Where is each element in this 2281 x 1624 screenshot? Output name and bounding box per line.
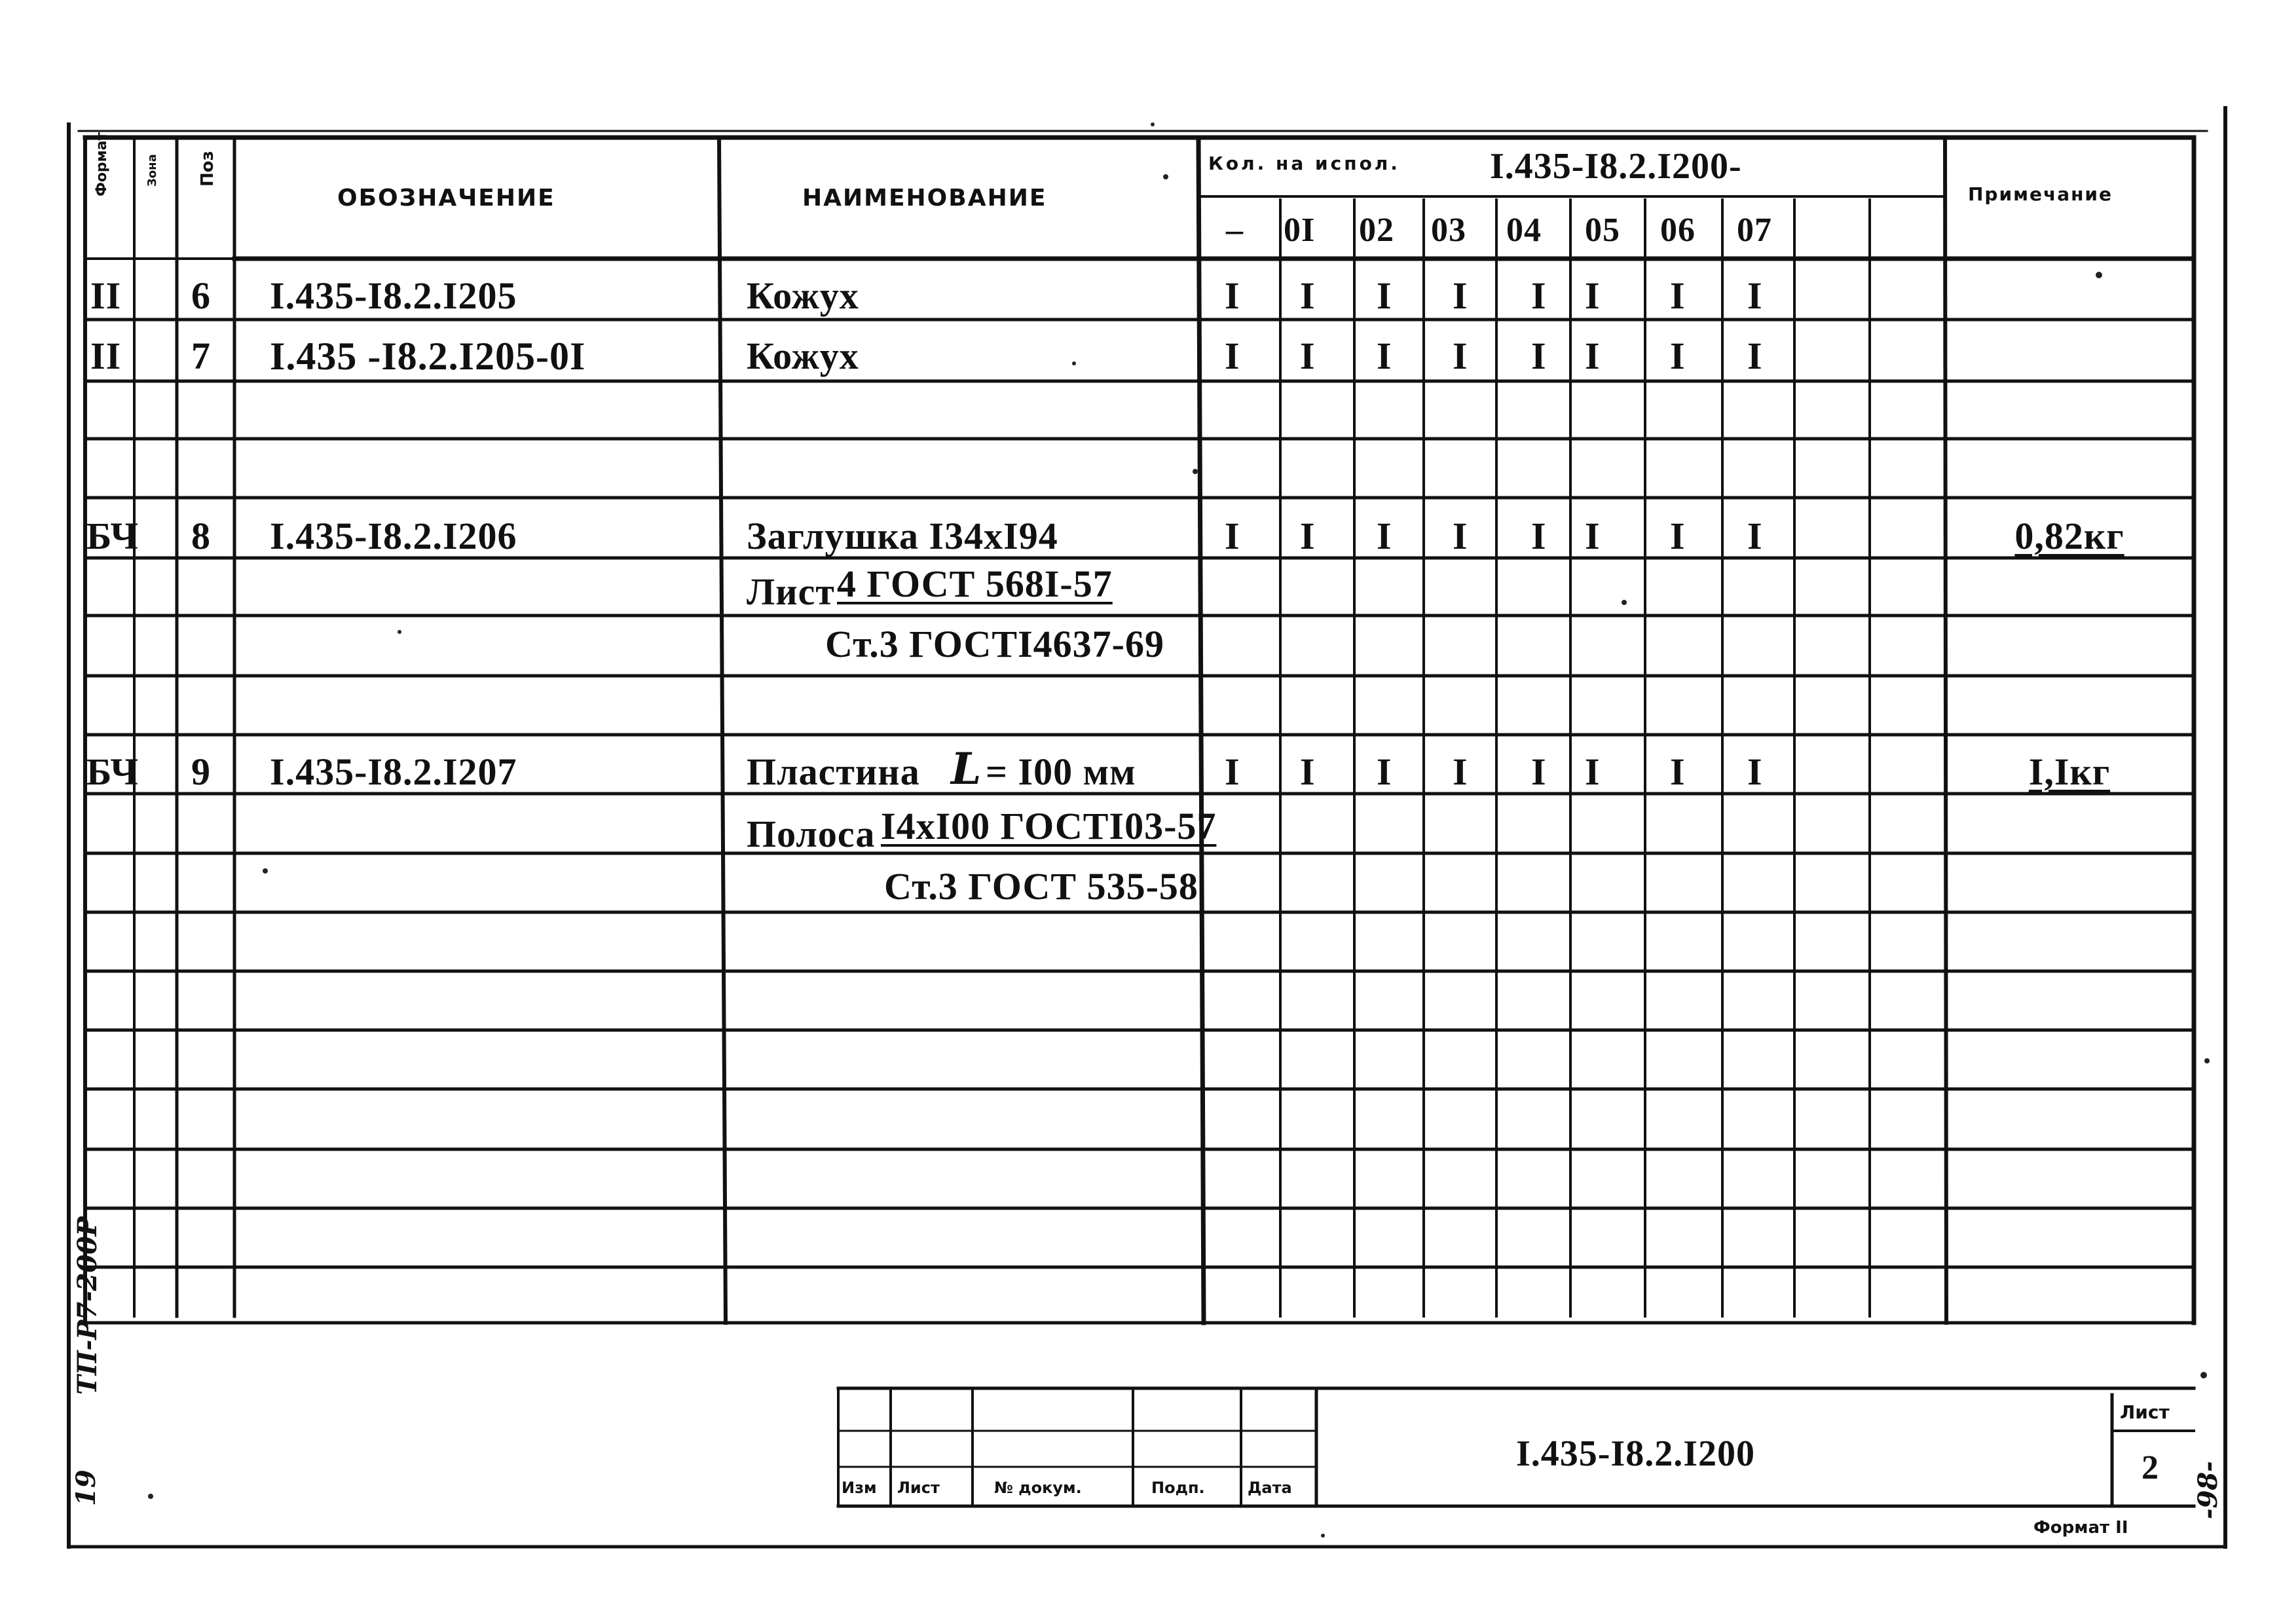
qty-cell: I	[1747, 750, 1763, 793]
qty-cell: I	[1300, 335, 1316, 377]
qty-cell: I	[1377, 274, 1392, 317]
qty-cell: I	[1453, 750, 1468, 793]
row-name: Кожух	[747, 274, 859, 317]
qty-cell: I	[1747, 335, 1763, 377]
row-format: БЧ	[86, 750, 139, 793]
variant-col-6: 06	[1660, 212, 1696, 249]
variant-col-4: 04	[1506, 212, 1542, 249]
row-material-spec: 4 ГОСТ 568I-57	[837, 563, 1113, 605]
qty-cell: I	[1300, 274, 1316, 317]
qty-cell: I	[1531, 515, 1547, 557]
qty-cell: I	[1531, 274, 1547, 317]
qty-cell: I	[1453, 274, 1468, 317]
header-pos-label: Поз	[198, 151, 217, 187]
header-name: НАИМЕНОВАНИЕ	[802, 185, 1047, 212]
row-note: I,Iкг	[2028, 750, 2111, 793]
variant-col-3: 03	[1431, 212, 1466, 249]
header-note: Примечание	[1968, 183, 2113, 205]
qty-cell: I	[1585, 335, 1601, 377]
qty-cell: I	[1453, 335, 1468, 377]
variant-col-7: 07	[1737, 212, 1772, 249]
row-designation: I.435 -I8.2.I205-0I	[270, 335, 586, 378]
row-pos: 8	[191, 515, 211, 557]
row-length-symbol: L	[951, 743, 982, 794]
stamp-label-signature: Подп.	[1151, 1479, 1205, 1497]
variant-col-0: –	[1226, 212, 1244, 249]
qty-cell: I	[1670, 750, 1686, 793]
page-number-right: -98-	[2193, 1461, 2223, 1519]
qty-cell: I	[1377, 335, 1392, 377]
margin-number-left: 19	[71, 1469, 102, 1506]
qty-cell: I	[1670, 335, 1686, 377]
qty-cell: I	[1747, 274, 1763, 317]
row-note: 0,82кг	[2014, 515, 2124, 557]
qty-cell: I	[1225, 335, 1240, 377]
stamp-label-change: Изм	[842, 1479, 877, 1497]
row-material-prefix: Полоса	[747, 813, 876, 855]
qty-cell: I	[1585, 750, 1601, 793]
qty-cell: I	[1300, 515, 1316, 557]
row-pos: 7	[191, 335, 211, 377]
qty-cell: I	[1585, 515, 1601, 557]
stamp-sheet-number: 2	[2142, 1449, 2159, 1486]
stamp-sheet-label: Лист	[2120, 1401, 2170, 1423]
qty-cell: I	[1670, 515, 1686, 557]
format-label: Формат II	[2033, 1518, 2128, 1538]
row-name: Пластина	[747, 750, 920, 793]
row-designation: I.435-I8.2.I207	[270, 750, 517, 793]
row-material-prefix: Лист	[747, 570, 835, 613]
header-format-label: Формат	[94, 132, 110, 196]
qty-cell: I	[1453, 515, 1468, 557]
variant-col-1: 0I	[1284, 212, 1316, 249]
variant-col-2: 02	[1359, 212, 1394, 249]
row-designation: I.435-I8.2.I206	[270, 515, 517, 557]
qty-cell: I	[1377, 515, 1392, 557]
stamp-doc-code: I.435-I8.2.I200	[1516, 1433, 1756, 1474]
qty-cell: I	[1531, 335, 1547, 377]
qty-cell: I	[1225, 750, 1240, 793]
row-material-spec: I4xI00 ГОСТI03-57	[881, 805, 1217, 847]
row-format: II	[90, 274, 122, 317]
qty-cell: I	[1225, 274, 1240, 317]
row-length-value: = I00 мм	[986, 750, 1136, 793]
variant-col-5: 05	[1585, 212, 1620, 249]
header-designation: ОБОЗНАЧЕНИЕ	[337, 185, 555, 212]
row-pos: 9	[191, 750, 211, 793]
header-qty-code: I.435-I8.2.I200-	[1490, 146, 1742, 187]
header-qty-label: Кол. на испол.	[1208, 153, 1400, 174]
row-name: Заглушка I34xI94	[747, 515, 1058, 557]
qty-cell: I	[1531, 750, 1547, 793]
qty-cell: I	[1670, 274, 1686, 317]
row-name: Кожух	[747, 335, 859, 377]
stamp-label-date: Дата	[1248, 1479, 1292, 1497]
qty-cell: I	[1377, 750, 1392, 793]
stamp-label-docnum: № докум.	[994, 1479, 1082, 1497]
qty-cell: I	[1585, 274, 1601, 317]
row-material-grade: Ст.3 ГОСТ 535-58	[884, 865, 1198, 908]
stamp-label-sheet: Лист	[897, 1479, 940, 1497]
row-pos: 6	[191, 274, 211, 317]
row-material-grade: Ст.3 ГОСТI4637-69	[825, 623, 1164, 665]
qty-cell: I	[1225, 515, 1240, 557]
row-designation: I.435-I8.2.I205	[270, 274, 517, 317]
qty-cell: I	[1300, 750, 1316, 793]
row-format: II	[90, 335, 122, 377]
qty-cell: I	[1747, 515, 1763, 557]
header-zone-label: Зона	[145, 154, 159, 187]
row-format: БЧ	[86, 515, 139, 557]
inventory-number: ТП-Р7-200Р	[72, 1216, 103, 1395]
